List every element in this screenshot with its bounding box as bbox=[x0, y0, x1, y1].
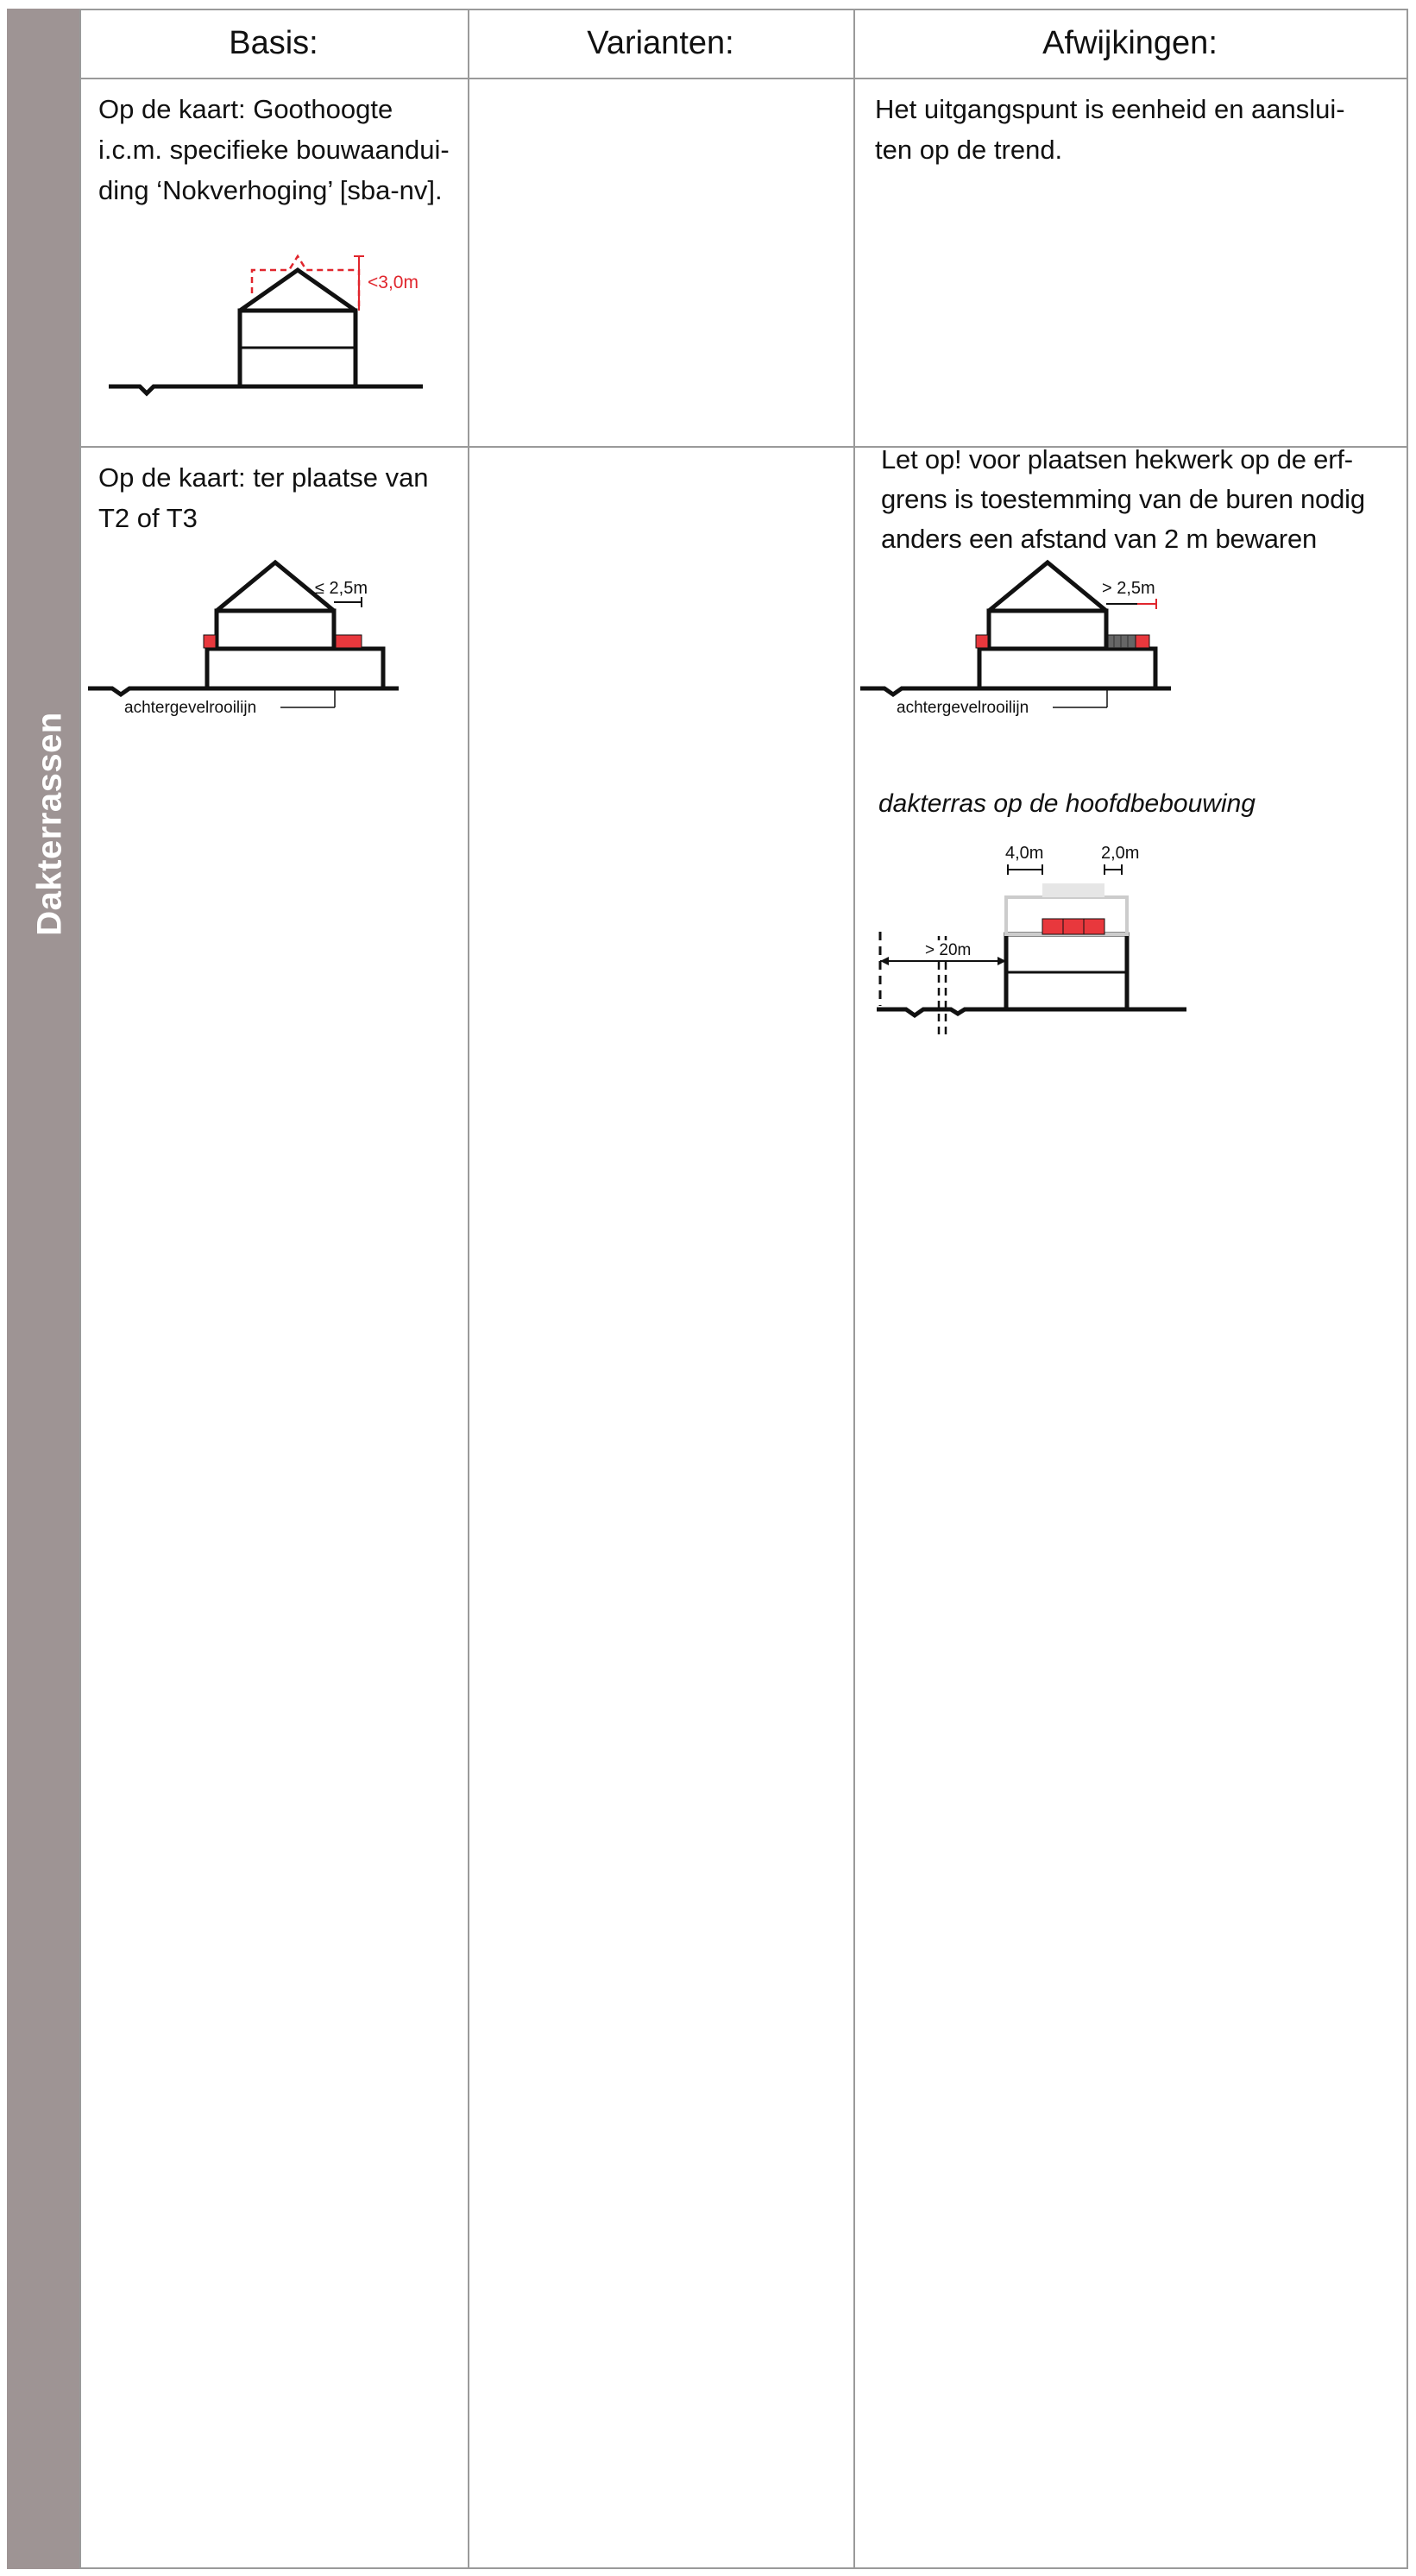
afwijking-dimension: > 2,5m bbox=[1102, 579, 1155, 598]
basis-line-label: achtergevelrooilijn bbox=[124, 699, 257, 717]
header-basis: Basis: bbox=[229, 24, 318, 61]
dakterras-basis-diagram bbox=[86, 552, 414, 725]
header-varianten: Varianten: bbox=[587, 24, 734, 61]
row1-afwijkingen-text: Het uitgangspunt is eenheid en aanslui- ten op de trend. bbox=[875, 94, 1345, 165]
header-afwijkingen: Afwijkingen: bbox=[1042, 24, 1218, 61]
column-divider-2 bbox=[853, 9, 855, 2569]
table-border-bottom bbox=[79, 2567, 1408, 2569]
column-divider-1 bbox=[468, 9, 469, 2569]
dakterras-afwijking-diagram bbox=[859, 552, 1186, 725]
row2-basis-text: Op de kaart: ter plaatse van T2 of T3 bbox=[98, 462, 429, 533]
row1-basis-text: Op de kaart: Goothoogte i.c.m. specifieke bouwaandui- ding ‘Nokverhoging’ [sba-nv]. bbox=[98, 94, 450, 205]
roof-distance-label: > 20m bbox=[925, 941, 972, 959]
roof-dimension-left: 4,0m bbox=[1005, 844, 1044, 863]
roof-dimension-right: 2,0m bbox=[1101, 844, 1140, 863]
nokverhoging-diagram bbox=[104, 246, 431, 405]
table-border-right bbox=[1407, 9, 1408, 2569]
afwijking-line-label: achtergevelrooilijn bbox=[897, 699, 1029, 717]
dakterras-hoofdbebouwing-diagram bbox=[872, 837, 1217, 1044]
table-border-left bbox=[79, 9, 81, 2569]
nokverhoging-dimension: <3,0m bbox=[368, 273, 419, 292]
section-title: Dakterrassen bbox=[30, 712, 69, 936]
roof-terrace-subheading: dakterras op de hoofdbebouwing bbox=[878, 789, 1256, 818]
row2-afwijkingen-text: Let op! voor plaatsen hekwerk op de erf- grens is toestemming van de buren nodig anders een afstand van 2 m bewaren bbox=[881, 444, 1365, 554]
header-divider bbox=[79, 78, 1408, 79]
section-sidebar bbox=[7, 9, 79, 2569]
basis-dimension: ≤ 2,5m bbox=[315, 579, 368, 598]
